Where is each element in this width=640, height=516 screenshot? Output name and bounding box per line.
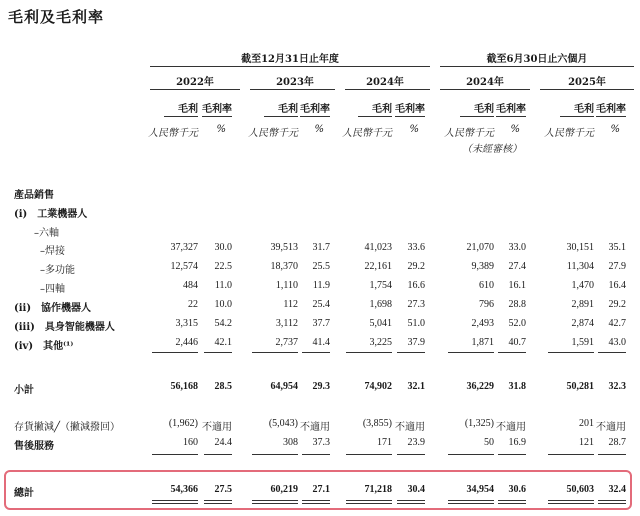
table-cell: 37.9 bbox=[407, 337, 425, 348]
table-cell: 32.3 bbox=[608, 381, 626, 392]
table-cell: 27.3 bbox=[407, 299, 425, 310]
row-label: 存貨撇減╱（撇減撥回） bbox=[14, 422, 121, 433]
table-cell: 64,954 bbox=[270, 381, 298, 392]
table-cell: 33.6 bbox=[407, 242, 425, 253]
divider bbox=[300, 116, 330, 117]
table-cell: 30.0 bbox=[214, 242, 232, 253]
col-header-gross-profit: 毛利 bbox=[574, 104, 594, 115]
six-months-header: 截至6月30日止六個月 bbox=[486, 54, 588, 65]
unit-rmb: 人民幣千元 bbox=[148, 128, 198, 139]
table-cell: 30,151 bbox=[566, 242, 594, 253]
table-cell: 22 bbox=[188, 299, 198, 310]
total-rule bbox=[598, 454, 626, 455]
table-cell: 不適用 bbox=[496, 422, 526, 433]
table-cell: 43.0 bbox=[608, 337, 626, 348]
row-label: 產品銷售 bbox=[14, 190, 54, 201]
unit-pct: % bbox=[314, 124, 324, 135]
unit-rmb: 人民幣千元 bbox=[248, 128, 298, 139]
table-cell: 1,871 bbox=[471, 337, 494, 348]
table-cell: 1,754 bbox=[369, 280, 392, 291]
table-cell: 22,161 bbox=[364, 261, 392, 272]
table-cell: 50,281 bbox=[566, 381, 594, 392]
table-cell: 121 bbox=[579, 437, 594, 448]
table-cell: 41.4 bbox=[312, 337, 330, 348]
row-label: 小計 bbox=[14, 385, 34, 396]
table-cell: 不適用 bbox=[596, 422, 626, 433]
table-cell: 54.2 bbox=[214, 318, 232, 329]
table-cell: 201 bbox=[579, 418, 594, 429]
subtotal-rule bbox=[598, 352, 626, 353]
table-cell: 2,446 bbox=[175, 337, 198, 348]
table-cell: (1,325) bbox=[464, 418, 494, 429]
row-label: –焊接 bbox=[40, 246, 65, 257]
table-cell: 27.4 bbox=[508, 261, 526, 272]
divider bbox=[358, 116, 392, 117]
table-cell: 29.3 bbox=[312, 381, 330, 392]
subtotal-rule bbox=[548, 352, 594, 353]
table-cell: 1,110 bbox=[275, 280, 298, 291]
year-2025-h1: 2025年 bbox=[568, 77, 606, 88]
table-cell: 28.5 bbox=[214, 381, 232, 392]
table-cell: 不適用 bbox=[202, 422, 232, 433]
table-cell: 37.3 bbox=[312, 437, 330, 448]
table-cell: 37,327 bbox=[170, 242, 198, 253]
unit-rmb: 人民幣千元 bbox=[342, 128, 392, 139]
divider bbox=[496, 116, 526, 117]
col-header-gross-profit: 毛利 bbox=[372, 104, 392, 115]
table-cell: 11,304 bbox=[566, 261, 594, 272]
divider bbox=[150, 66, 430, 67]
total-rule bbox=[252, 454, 298, 455]
table-cell: 51.0 bbox=[407, 318, 425, 329]
unit-rmb: 人民幣千元 bbox=[444, 128, 494, 139]
total-rule bbox=[498, 454, 526, 455]
table-cell: 1,591 bbox=[571, 337, 594, 348]
table-cell: 22.5 bbox=[214, 261, 232, 272]
total-rule bbox=[152, 454, 198, 455]
table-cell: 1,470 bbox=[571, 280, 594, 291]
total-rule bbox=[548, 454, 594, 455]
table-cell: 39,513 bbox=[270, 242, 298, 253]
table-cell: 33.0 bbox=[508, 242, 526, 253]
table-cell: 11.0 bbox=[214, 280, 232, 291]
table-cell: 52.0 bbox=[508, 318, 526, 329]
subtotal-rule bbox=[252, 352, 298, 353]
year-2023: 2023年 bbox=[276, 77, 314, 88]
table-cell: 484 bbox=[183, 280, 198, 291]
table-cell: 32.4 bbox=[608, 484, 626, 495]
table-cell: 56,168 bbox=[170, 381, 198, 392]
total-rule bbox=[397, 454, 425, 455]
table-cell: 29.2 bbox=[608, 299, 626, 310]
table-cell: 28.7 bbox=[608, 437, 626, 448]
table-cell: 不適用 bbox=[300, 422, 330, 433]
subtotal-rule bbox=[346, 352, 392, 353]
table-cell: 25.5 bbox=[312, 261, 330, 272]
table-cell: 34,954 bbox=[466, 484, 494, 495]
divider bbox=[395, 116, 425, 117]
table-cell: 35.1 bbox=[608, 242, 626, 253]
subtotal-rule bbox=[302, 352, 330, 353]
table-cell: 796 bbox=[479, 299, 494, 310]
table-cell: 28.8 bbox=[508, 299, 526, 310]
unit-pct: % bbox=[610, 124, 620, 135]
unit-pct: % bbox=[216, 124, 226, 135]
table-cell: 50,603 bbox=[566, 484, 594, 495]
subtotal-rule bbox=[152, 352, 198, 353]
table-cell: 27.5 bbox=[214, 484, 232, 495]
col-header-gross-profit: 毛利 bbox=[278, 104, 298, 115]
total-row-highlight bbox=[4, 470, 632, 510]
divider bbox=[345, 89, 430, 90]
divider bbox=[560, 116, 594, 117]
divider bbox=[164, 116, 198, 117]
table-cell: 2,493 bbox=[471, 318, 494, 329]
row-label: (iii) 具身智能機器人 bbox=[14, 322, 115, 333]
table-cell: 9,389 bbox=[471, 261, 494, 272]
table-cell: 1,698 bbox=[369, 299, 392, 310]
table-cell: (5,043) bbox=[268, 418, 298, 429]
table-cell: 42.7 bbox=[608, 318, 626, 329]
divider bbox=[440, 89, 530, 90]
table-cell: 16.9 bbox=[508, 437, 526, 448]
table-cell: 30.6 bbox=[508, 484, 526, 495]
col-header-gross-profit: 毛利 bbox=[178, 104, 198, 115]
table-cell: 16.4 bbox=[608, 280, 626, 291]
subtotal-rule bbox=[397, 352, 425, 353]
table-cell: (1,962) bbox=[168, 418, 198, 429]
row-label: 總計 bbox=[14, 488, 34, 499]
table-cell: 18,370 bbox=[270, 261, 298, 272]
table-cell: 23.9 bbox=[407, 437, 425, 448]
table-cell: 30.4 bbox=[407, 484, 425, 495]
year-2024: 2024年 bbox=[366, 77, 404, 88]
table-cell: 27.9 bbox=[608, 261, 626, 272]
divider bbox=[440, 66, 634, 67]
col-header-gross-margin: 毛利率 bbox=[202, 104, 232, 115]
table-cell: 16.6 bbox=[407, 280, 425, 291]
row-label: –六軸 bbox=[34, 228, 59, 239]
col-header-gross-profit: 毛利 bbox=[474, 104, 494, 115]
divider bbox=[250, 89, 335, 90]
row-label: (i) 工業機器人 bbox=[14, 209, 88, 220]
col-header-gross-margin: 毛利率 bbox=[395, 104, 425, 115]
divider bbox=[540, 89, 634, 90]
total-rule bbox=[448, 454, 494, 455]
table-cell: 2,891 bbox=[571, 299, 594, 310]
table-cell: 24.4 bbox=[214, 437, 232, 448]
row-label: –多功能 bbox=[40, 265, 75, 276]
table-cell: 60,219 bbox=[270, 484, 298, 495]
table-cell: 112 bbox=[283, 299, 298, 310]
col-header-gross-margin: 毛利率 bbox=[300, 104, 330, 115]
table-cell: 3,315 bbox=[175, 318, 198, 329]
table-cell: 不適用 bbox=[395, 422, 425, 433]
table-cell: 31.8 bbox=[508, 381, 526, 392]
year-2022: 2022年 bbox=[176, 77, 214, 88]
divider bbox=[460, 116, 494, 117]
table-cell: 5,041 bbox=[369, 318, 392, 329]
table-cell: 27.1 bbox=[312, 484, 330, 495]
table-cell: 21,070 bbox=[466, 242, 494, 253]
table-cell: 74,902 bbox=[364, 381, 392, 392]
table-cell: 2,874 bbox=[571, 318, 594, 329]
table-cell: 31.7 bbox=[312, 242, 330, 253]
table-cell: 3,112 bbox=[275, 318, 298, 329]
divider bbox=[150, 89, 240, 90]
row-label: –四軸 bbox=[40, 284, 65, 295]
table-cell: 25.4 bbox=[312, 299, 330, 310]
table-cell: 12,574 bbox=[170, 261, 198, 272]
table-cell: 36,229 bbox=[466, 381, 494, 392]
total-rule bbox=[346, 454, 392, 455]
divider bbox=[596, 116, 626, 117]
year-2024-h1: 2024年 bbox=[466, 77, 504, 88]
table-cell: (3,855) bbox=[362, 418, 392, 429]
table-cell: 50 bbox=[484, 437, 494, 448]
row-label: (ii) 協作機器人 bbox=[14, 303, 92, 314]
row-label: (iv) 其他⁽¹⁾ bbox=[14, 341, 74, 352]
table-cell: 16.1 bbox=[508, 280, 526, 291]
table-cell: 32.1 bbox=[407, 381, 425, 392]
unit-pct: % bbox=[510, 124, 520, 135]
table-cell: 2,737 bbox=[275, 337, 298, 348]
year-end-header: 截至12月31日止年度 bbox=[241, 54, 339, 65]
table-cell: 11.9 bbox=[312, 280, 330, 291]
col-header-gross-margin: 毛利率 bbox=[596, 104, 626, 115]
subtotal-rule bbox=[498, 352, 526, 353]
table-cell: 3,225 bbox=[369, 337, 392, 348]
page-title: 毛利及毛利率 bbox=[8, 8, 105, 26]
table-cell: 160 bbox=[183, 437, 198, 448]
table-cell: 37.7 bbox=[312, 318, 330, 329]
table-cell: 54,366 bbox=[170, 484, 198, 495]
table-cell: 71,218 bbox=[364, 484, 392, 495]
table-cell: 29.2 bbox=[407, 261, 425, 272]
col-header-gross-margin: 毛利率 bbox=[496, 104, 526, 115]
row-label: 售後服務 bbox=[14, 441, 54, 452]
subtotal-rule bbox=[204, 352, 232, 353]
total-rule bbox=[302, 454, 330, 455]
table-cell: 10.0 bbox=[214, 299, 232, 310]
table-cell: 42.1 bbox=[214, 337, 232, 348]
table-cell: 40.7 bbox=[508, 337, 526, 348]
subtotal-rule bbox=[448, 352, 494, 353]
table-cell: 171 bbox=[377, 437, 392, 448]
divider bbox=[264, 116, 298, 117]
unit-rmb: 人民幣千元 bbox=[544, 128, 594, 139]
unit-pct: % bbox=[409, 124, 419, 135]
table-cell: 41,023 bbox=[364, 242, 392, 253]
table-cell: 308 bbox=[283, 437, 298, 448]
table-cell: 610 bbox=[479, 280, 494, 291]
unaudited-note: （未經審核） bbox=[462, 144, 522, 155]
total-rule bbox=[204, 454, 232, 455]
divider bbox=[202, 116, 232, 117]
